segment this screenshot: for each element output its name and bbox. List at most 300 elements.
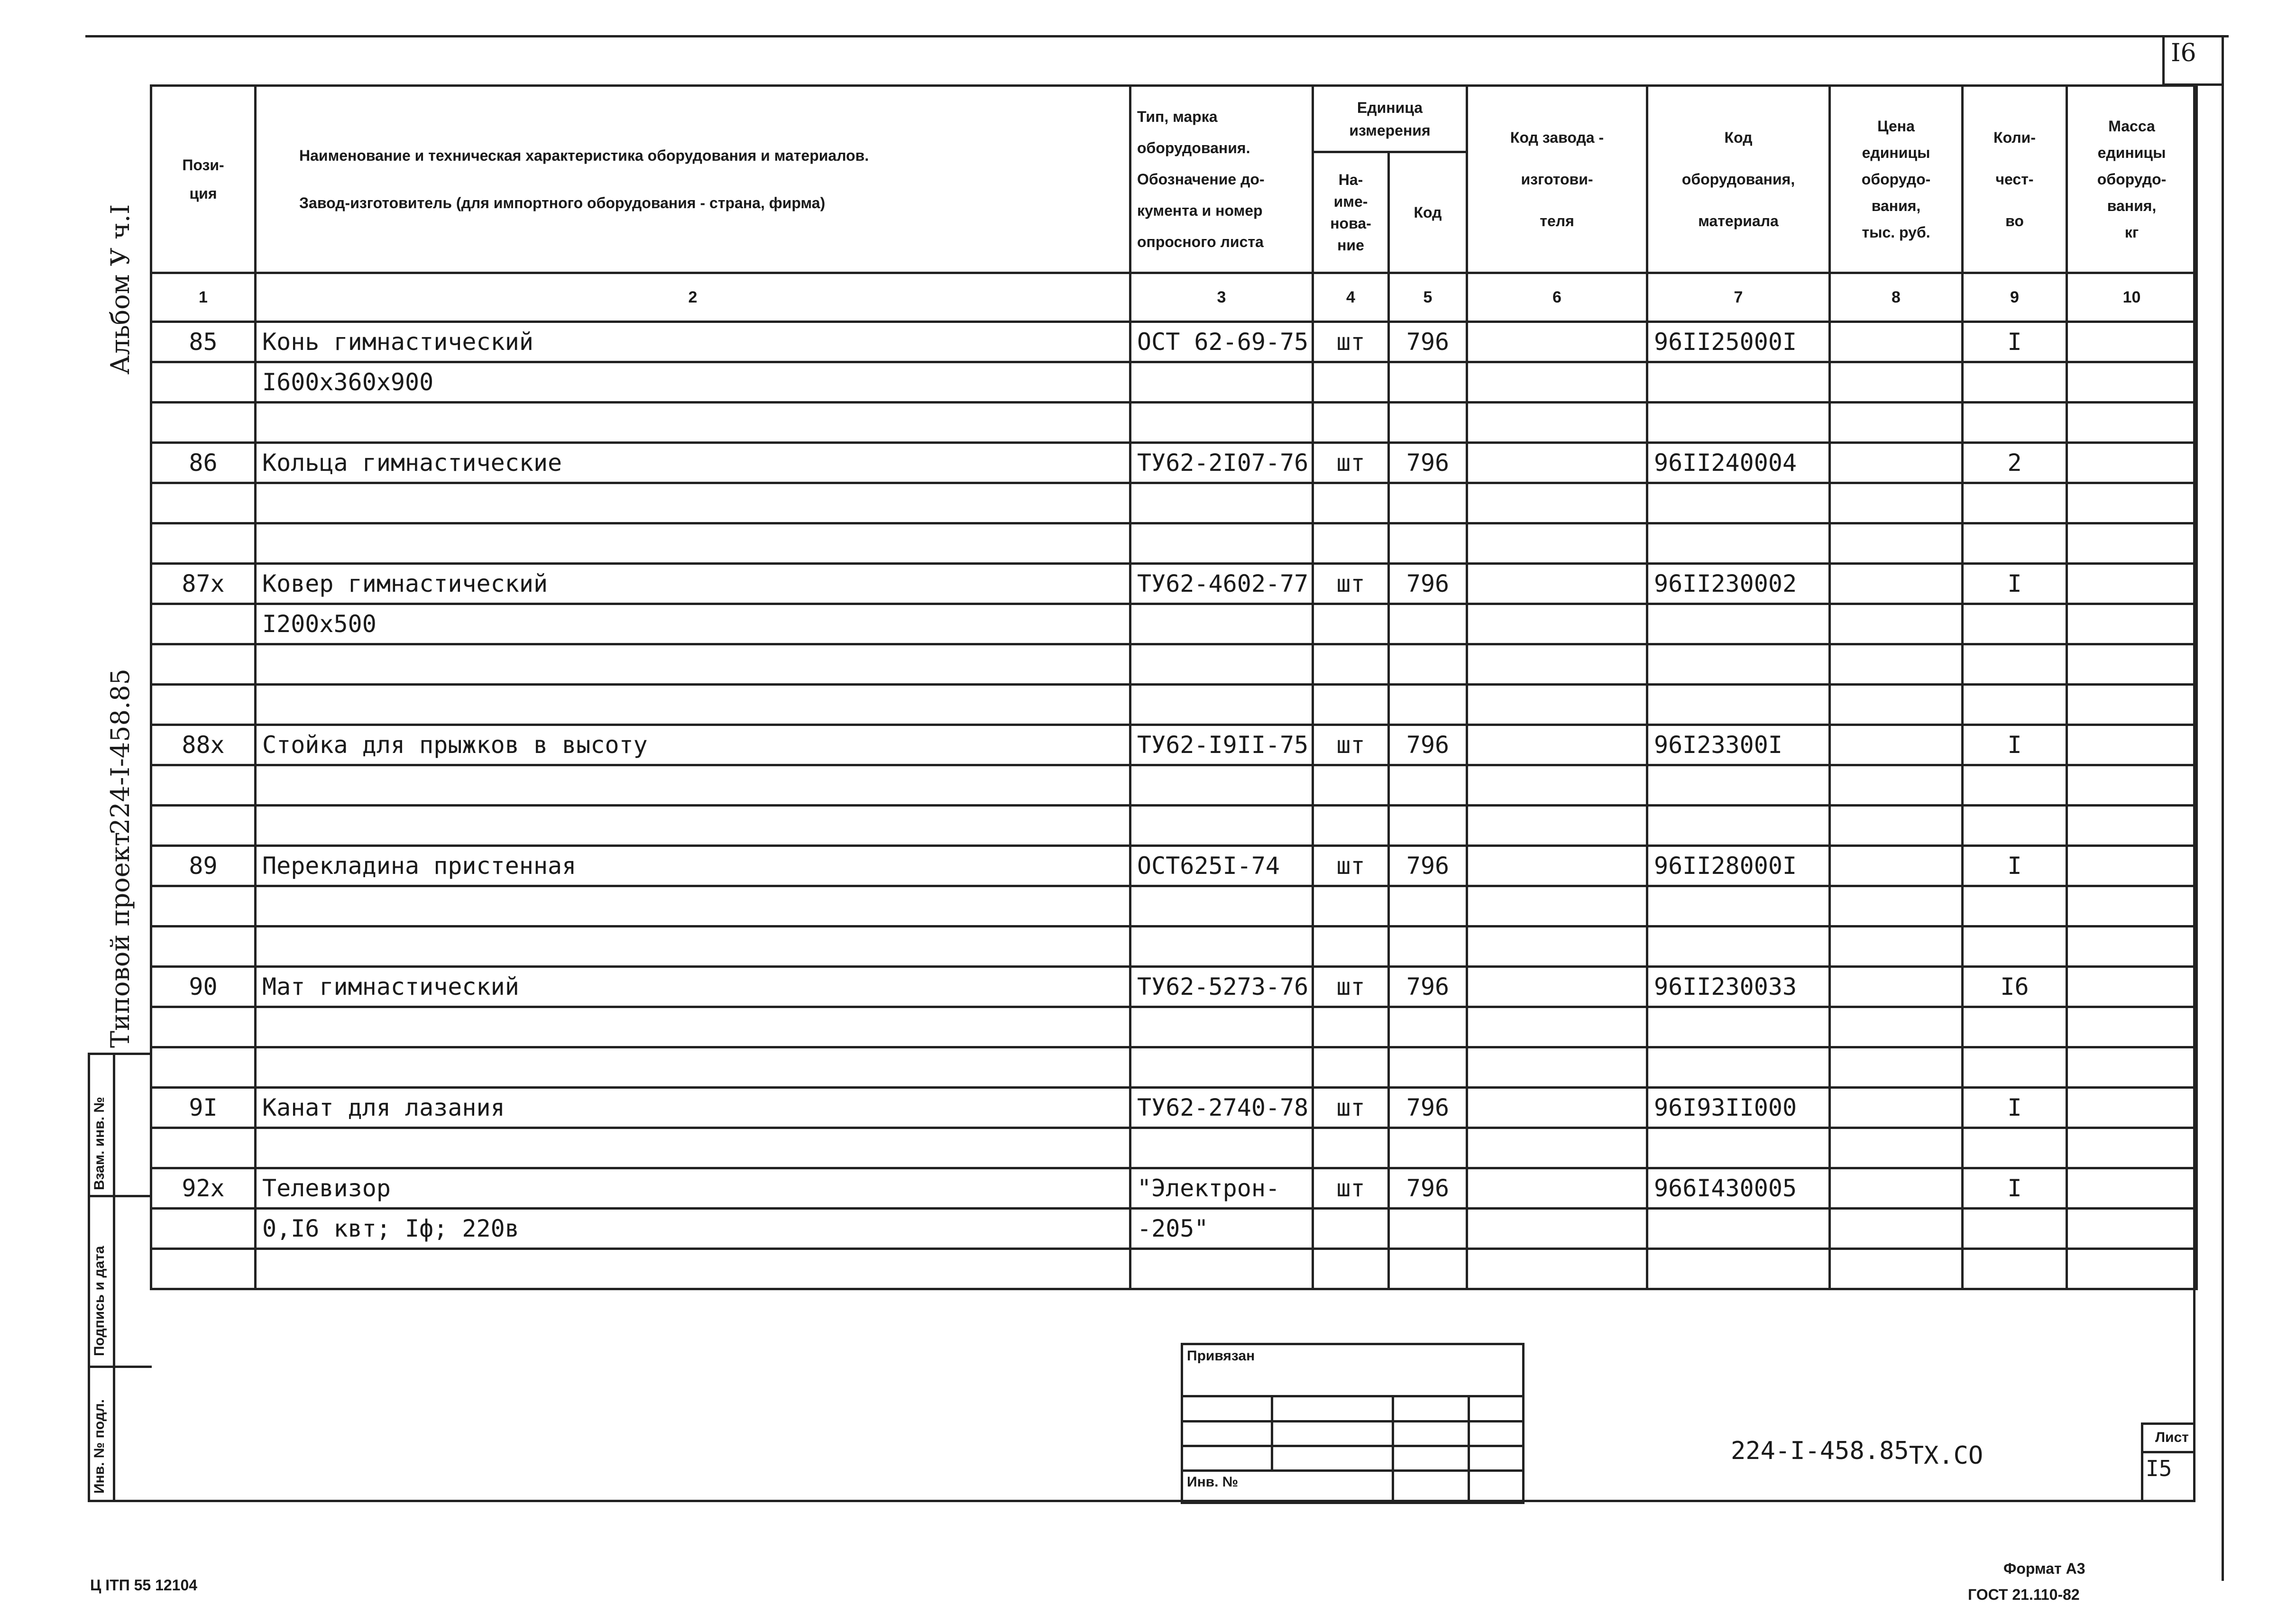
row-price (1830, 523, 1963, 564)
row-position (151, 1007, 256, 1047)
left-stamp-outer-line (88, 1053, 90, 1501)
row-name: Телевизор (256, 1168, 1130, 1209)
row-mass (2067, 765, 2197, 806)
row-price (1830, 1088, 1963, 1128)
row-quantity: 2 (1963, 443, 2067, 483)
bound-label: Привязан (1187, 1348, 1255, 1364)
row-type (1130, 927, 1313, 967)
row-mass (2067, 1088, 2197, 1128)
row-type (1130, 483, 1313, 523)
row-equipment-code (1647, 1128, 1830, 1168)
side-stamp-col-sign: Подпись и дата (92, 1246, 107, 1356)
row-name: Конь гимнастический (256, 322, 1130, 362)
table-row (151, 564, 2197, 604)
row-name (256, 685, 1130, 725)
row-quantity (1963, 403, 2067, 443)
row-type (1130, 1007, 1313, 1047)
row-factory-code (1467, 765, 1647, 806)
row-equipment-code (1647, 1007, 1830, 1047)
row-mass (2067, 403, 2197, 443)
row-mass (2067, 322, 2197, 362)
row-mass (2067, 806, 2197, 846)
row-mass (2067, 1128, 2197, 1168)
table-row (151, 644, 2197, 685)
row-position (151, 1249, 256, 1289)
row-type: ОСТ625I-74 (1130, 846, 1313, 886)
row-unit-code (1389, 765, 1467, 806)
row-factory-code (1467, 523, 1647, 564)
side-project-code: 224-I-458.85 (105, 669, 135, 835)
row-price (1830, 362, 1963, 403)
row-equipment-code (1647, 765, 1830, 806)
sheet-corner-number: I6 (2171, 39, 2196, 67)
table-row (151, 1128, 2197, 1168)
row-name: Перекладина пристенная (256, 846, 1130, 886)
table-row (151, 806, 2197, 846)
row-price (1830, 1209, 1963, 1249)
row-factory-code (1467, 362, 1647, 403)
row-position: 89 (151, 846, 256, 886)
row-unit (1313, 1128, 1389, 1168)
row-name: I200x500 (256, 604, 1130, 644)
row-quantity (1963, 483, 2067, 523)
row-price (1830, 886, 1963, 927)
row-price (1830, 1007, 1963, 1047)
table-row (151, 927, 2197, 967)
bound-stamp-box (1181, 1343, 1525, 1504)
row-unit-code (1389, 523, 1467, 564)
row-factory-code (1467, 725, 1647, 765)
stamp-line-2 (1183, 1420, 1522, 1422)
row-factory-code (1467, 886, 1647, 927)
row-name: 0,I6 квт; Iф; 220в (256, 1209, 1130, 1249)
table-right-border (2193, 84, 2195, 1501)
row-equipment-code (1647, 1209, 1830, 1249)
row-unit (1313, 886, 1389, 927)
row-factory-code (1467, 483, 1647, 523)
row-factory-code (1467, 967, 1647, 1007)
row-unit (1313, 1249, 1389, 1289)
row-type (1130, 1047, 1313, 1088)
row-name: Стойка для прыжков в высоту (256, 725, 1130, 765)
footer-gost: ГОСТ 21.110-82 (1968, 1586, 2080, 1603)
row-price (1830, 765, 1963, 806)
row-factory-code (1467, 644, 1647, 685)
table-row (151, 1047, 2197, 1088)
row-quantity (1963, 806, 2067, 846)
row-position (151, 927, 256, 967)
table-row (151, 1249, 2197, 1289)
row-type: ТУ62-4602-77 (1130, 564, 1313, 604)
row-quantity: I (1963, 564, 2067, 604)
row-factory-code (1467, 927, 1647, 967)
row-type (1130, 1249, 1313, 1289)
row-name: I600x360x900 (256, 362, 1130, 403)
row-name (256, 1047, 1130, 1088)
row-price (1830, 1128, 1963, 1168)
row-quantity (1963, 523, 2067, 564)
row-quantity: I (1963, 846, 2067, 886)
table-row (151, 443, 2197, 483)
row-price (1830, 685, 1963, 725)
row-factory-code (1467, 806, 1647, 846)
left-stamp-top-line (88, 1053, 152, 1055)
header-unit: Единица измерения (1313, 86, 1467, 152)
row-quantity (1963, 886, 2067, 927)
row-mass (2067, 725, 2197, 765)
row-unit: шт (1313, 1168, 1389, 1209)
sheet-box-top (2141, 1422, 2195, 1425)
row-factory-code (1467, 1209, 1647, 1249)
row-equipment-code (1647, 604, 1830, 644)
table-row (151, 1209, 2197, 1249)
row-mass (2067, 604, 2197, 644)
row-factory-code (1467, 322, 1647, 362)
row-type (1130, 886, 1313, 927)
row-mass (2067, 685, 2197, 725)
left-stamp-sep-1 (88, 1195, 152, 1197)
row-mass (2067, 362, 2197, 403)
row-quantity (1963, 1249, 2067, 1289)
row-equipment-code (1647, 685, 1830, 725)
row-equipment-code: 96II28000I (1647, 846, 1830, 886)
row-equipment-code (1647, 1047, 1830, 1088)
row-name (256, 927, 1130, 967)
column-numbers-row: 1 2 3 4 5 6 7 8 9 10 (151, 273, 2197, 322)
table-row (151, 967, 2197, 1007)
table-row (151, 403, 2197, 443)
corner-box-left-line (2162, 35, 2165, 84)
row-mass (2067, 483, 2197, 523)
row-quantity (1963, 685, 2067, 725)
table-row (151, 886, 2197, 927)
header-equipment-code: Код оборудования, материала (1647, 86, 1830, 273)
row-price (1830, 604, 1963, 644)
row-mass (2067, 967, 2197, 1007)
bottom-border-line (88, 1500, 2195, 1502)
row-unit: шт (1313, 725, 1389, 765)
row-position (151, 685, 256, 725)
row-type (1130, 604, 1313, 644)
row-unit-code: 796 (1389, 967, 1467, 1007)
header-name: Наименование и техническая характеристика оборудования и материалов. Завод-изготовитель (для импортного оборудования - страна, фирма) (256, 86, 1130, 273)
row-factory-code (1467, 1047, 1647, 1088)
left-stamp-sep-2 (88, 1366, 152, 1368)
table-row (151, 362, 2197, 403)
stamp-line-1 (1183, 1395, 1522, 1397)
row-equipment-code (1647, 362, 1830, 403)
row-equipment-code (1647, 403, 1830, 443)
left-stamp-mid-line (113, 1053, 115, 1501)
row-type: -205" (1130, 1209, 1313, 1249)
row-name: Кольца гимнастические (256, 443, 1130, 483)
row-price (1830, 644, 1963, 685)
row-name (256, 403, 1130, 443)
row-price (1830, 1168, 1963, 1209)
row-position (151, 403, 256, 443)
row-mass (2067, 564, 2197, 604)
row-unit: шт (1313, 846, 1389, 886)
row-name (256, 1007, 1130, 1047)
row-equipment-code: 96II230033 (1647, 967, 1830, 1007)
row-quantity (1963, 604, 2067, 644)
table-row (151, 846, 2197, 886)
row-equipment-code: 966I430005 (1647, 1168, 1830, 1209)
top-border-line (85, 35, 2229, 37)
row-mass (2067, 927, 2197, 967)
row-quantity: I (1963, 322, 2067, 362)
row-position (151, 806, 256, 846)
side-project-type: Типовой проект (105, 832, 135, 1048)
row-equipment-code (1647, 927, 1830, 967)
row-mass (2067, 644, 2197, 685)
table-row (151, 483, 2197, 523)
row-unit (1313, 604, 1389, 644)
row-mass (2067, 846, 2197, 886)
side-album-text: Альбом У ч.I (105, 204, 135, 375)
row-type: ТУ62-2740-78 (1130, 1088, 1313, 1128)
row-quantity (1963, 644, 2067, 685)
footer-left-code: Ц ІТП 55 12104 (90, 1577, 198, 1594)
table-row (151, 1007, 2197, 1047)
row-type (1130, 765, 1313, 806)
row-price (1830, 403, 1963, 443)
row-unit (1313, 644, 1389, 685)
row-unit: шт (1313, 967, 1389, 1007)
stamp-line-3 (1183, 1445, 1522, 1447)
row-equipment-code (1647, 483, 1830, 523)
row-unit-code: 796 (1389, 1168, 1467, 1209)
table-row (151, 685, 2197, 725)
row-name: Ковер гимнастический (256, 564, 1130, 604)
header-price: Цена единицы оборудо- вания, тыс. руб. (1830, 86, 1963, 273)
row-position: 85 (151, 322, 256, 362)
document-code: 224-I-458.85ТХ.СО (1731, 1437, 1984, 1470)
row-mass (2067, 523, 2197, 564)
row-unit-code (1389, 927, 1467, 967)
row-factory-code (1467, 403, 1647, 443)
row-type (1130, 523, 1313, 564)
row-position: 88x (151, 725, 256, 765)
row-equipment-code (1647, 523, 1830, 564)
row-position (151, 765, 256, 806)
inv-label: Инв. № (1187, 1474, 1239, 1490)
row-unit-code: 796 (1389, 322, 1467, 362)
row-unit (1313, 1047, 1389, 1088)
row-mass (2067, 1168, 2197, 1209)
row-quantity (1963, 1047, 2067, 1088)
row-quantity: I6 (1963, 967, 2067, 1007)
row-quantity (1963, 1209, 2067, 1249)
row-unit-code (1389, 483, 1467, 523)
row-factory-code (1467, 1007, 1647, 1047)
row-equipment-code: 96II230002 (1647, 564, 1830, 604)
row-position (151, 523, 256, 564)
stamp-vline-2 (1392, 1395, 1394, 1502)
row-mass (2067, 1209, 2197, 1249)
row-unit-code (1389, 886, 1467, 927)
row-type (1130, 644, 1313, 685)
row-position (151, 362, 256, 403)
row-position (151, 483, 256, 523)
row-position: 90 (151, 967, 256, 1007)
row-price (1830, 725, 1963, 765)
stamp-vline-1 (1271, 1395, 1273, 1471)
row-type (1130, 403, 1313, 443)
row-mass (2067, 1047, 2197, 1088)
row-unit-code (1389, 1249, 1467, 1289)
row-unit-code (1389, 1209, 1467, 1249)
row-price (1830, 846, 1963, 886)
row-price (1830, 927, 1963, 967)
row-price (1830, 1047, 1963, 1088)
row-equipment-code: 96I93II000 (1647, 1088, 1830, 1128)
row-quantity: I (1963, 725, 2067, 765)
row-factory-code (1467, 846, 1647, 886)
row-name (256, 1249, 1130, 1289)
row-unit-code (1389, 403, 1467, 443)
right-border-line (2222, 35, 2224, 1581)
row-mass (2067, 886, 2197, 927)
row-unit (1313, 806, 1389, 846)
sheet-label: Лист (2155, 1430, 2189, 1445)
row-price (1830, 443, 1963, 483)
row-factory-code (1467, 1088, 1647, 1128)
row-factory-code (1467, 443, 1647, 483)
table-row (151, 523, 2197, 564)
row-factory-code (1467, 564, 1647, 604)
row-unit-code (1389, 644, 1467, 685)
specification-table (150, 84, 2198, 1290)
table-row (151, 765, 2197, 806)
row-unit-code: 796 (1389, 443, 1467, 483)
row-unit (1313, 1209, 1389, 1249)
row-price (1830, 1249, 1963, 1289)
row-position (151, 1047, 256, 1088)
row-equipment-code (1647, 806, 1830, 846)
stamp-vline-3 (1468, 1395, 1470, 1502)
table-row (151, 1168, 2197, 1209)
row-name: Канат для лазания (256, 1088, 1130, 1128)
side-stamp-col-inv: Инв. № подл. (92, 1399, 107, 1494)
row-unit: шт (1313, 322, 1389, 362)
header-quantity: Коли- чест- во (1963, 86, 2067, 273)
row-unit-code: 796 (1389, 564, 1467, 604)
row-equipment-code (1647, 644, 1830, 685)
row-unit (1313, 1007, 1389, 1047)
row-unit-code (1389, 1047, 1467, 1088)
table-row (151, 1088, 2197, 1128)
row-price (1830, 322, 1963, 362)
row-quantity (1963, 927, 2067, 967)
row-type: ОСТ 62-69-75 (1130, 322, 1313, 362)
stamp-line-4 (1183, 1469, 1522, 1472)
row-unit (1313, 927, 1389, 967)
row-unit-code: 796 (1389, 725, 1467, 765)
row-price (1830, 483, 1963, 523)
table-row (151, 322, 2197, 362)
table-row (151, 725, 2197, 765)
row-unit-code (1389, 806, 1467, 846)
row-type: ТУ62-I9II-75 (1130, 725, 1313, 765)
row-unit (1313, 685, 1389, 725)
row-unit: шт (1313, 1088, 1389, 1128)
row-factory-code (1467, 604, 1647, 644)
row-name: Мат гимнастический (256, 967, 1130, 1007)
row-name (256, 765, 1130, 806)
side-stamp-col-replace: Взам. инв. № (92, 1097, 107, 1190)
row-position: 86 (151, 443, 256, 483)
row-type (1130, 685, 1313, 725)
row-position (151, 1128, 256, 1168)
row-quantity (1963, 765, 2067, 806)
row-position: 92x (151, 1168, 256, 1209)
row-type: ТУ62-5273-76 (1130, 967, 1313, 1007)
row-name (256, 523, 1130, 564)
row-position: 9I (151, 1088, 256, 1128)
sheet-box-mid (2141, 1451, 2195, 1453)
row-quantity (1963, 1007, 2067, 1047)
row-unit-code (1389, 604, 1467, 644)
table-row (151, 604, 2197, 644)
row-type (1130, 362, 1313, 403)
row-unit-code: 796 (1389, 846, 1467, 886)
row-position (151, 886, 256, 927)
row-equipment-code (1647, 1249, 1830, 1289)
row-type (1130, 1128, 1313, 1168)
row-unit-code (1389, 1128, 1467, 1168)
row-equipment-code: 96I23300I (1647, 725, 1830, 765)
row-mass (2067, 443, 2197, 483)
row-unit (1313, 362, 1389, 403)
row-type: ТУ62-2I07-76 (1130, 443, 1313, 483)
row-position (151, 1209, 256, 1249)
row-equipment-code: 96II240004 (1647, 443, 1830, 483)
row-quantity: I (1963, 1088, 2067, 1128)
row-unit-code (1389, 1007, 1467, 1047)
row-unit-code (1389, 685, 1467, 725)
row-type: "Электрон- (1130, 1168, 1313, 1209)
row-equipment-code: 96II25000I (1647, 322, 1830, 362)
row-price (1830, 967, 1963, 1007)
row-quantity: I (1963, 1168, 2067, 1209)
row-unit: шт (1313, 443, 1389, 483)
header-factory-code: Код завода - изготови- теля (1467, 86, 1647, 273)
row-name (256, 483, 1130, 523)
row-type (1130, 806, 1313, 846)
row-mass (2067, 1249, 2197, 1289)
row-unit-code: 796 (1389, 1088, 1467, 1128)
row-factory-code (1467, 1249, 1647, 1289)
row-factory-code (1467, 1168, 1647, 1209)
row-factory-code (1467, 1128, 1647, 1168)
row-position (151, 644, 256, 685)
row-name (256, 886, 1130, 927)
row-price (1830, 564, 1963, 604)
row-unit: шт (1313, 564, 1389, 604)
row-name (256, 1128, 1130, 1168)
row-quantity (1963, 362, 2067, 403)
sheet-box-left (2141, 1422, 2143, 1501)
row-position: 87x (151, 564, 256, 604)
footer-format: Формат А3 (2003, 1560, 2085, 1577)
row-unit (1313, 403, 1389, 443)
header-mass: Масса единицы оборудо- вания, кг (2067, 86, 2197, 273)
row-unit (1313, 523, 1389, 564)
row-mass (2067, 1007, 2197, 1047)
row-unit-code (1389, 362, 1467, 403)
header-position: Пози- ция (151, 86, 256, 273)
